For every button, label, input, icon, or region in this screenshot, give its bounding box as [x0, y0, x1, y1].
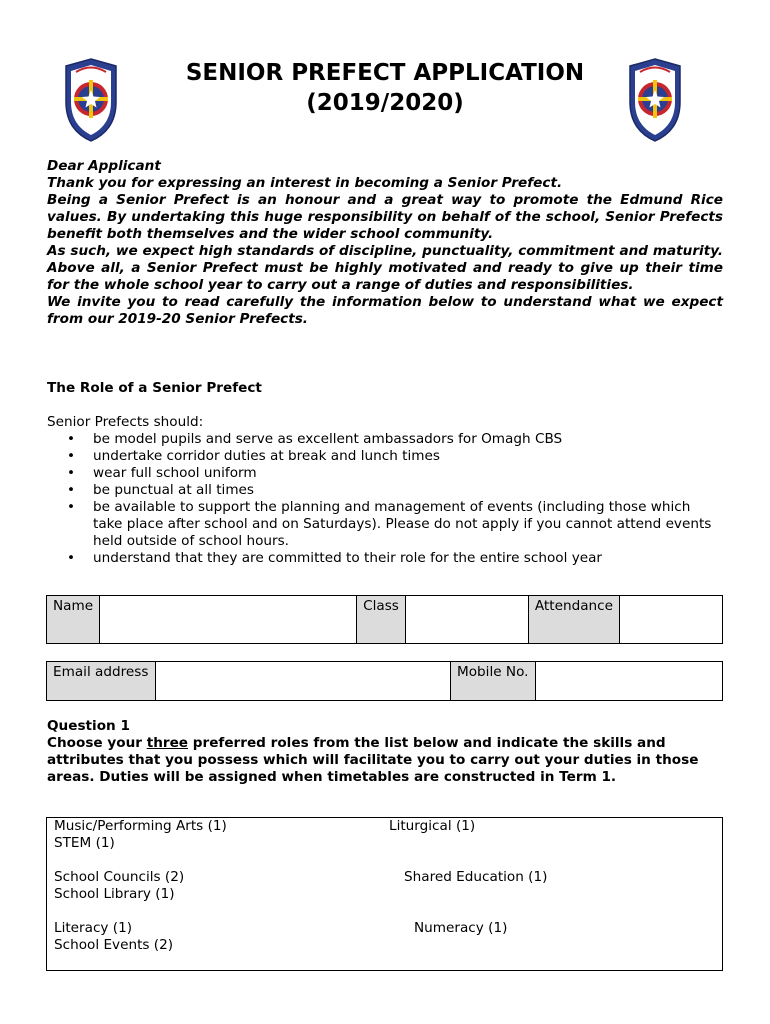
- role-numeracy: Numeracy (1): [414, 920, 508, 936]
- list-item: • be available to support the planning and management of events (including those which take place after school and on Saturdays). Please do not apply if you cannot attend events held outside of school hours.: [67, 499, 712, 549]
- emphasis-three: three: [146, 735, 189, 751]
- bullet-icon: •: [67, 465, 76, 481]
- question-1-prompt: Choose your three preferred roles from the list below and indicate the skills and attributes that you possess which will facilitate you to carry out your duties in those areas. Duties will be assigned when timetables are constructed in Term 1.: [47, 735, 699, 785]
- email-field[interactable]: [156, 662, 451, 701]
- attendance-label: Attendance: [528, 596, 619, 644]
- page-title: SENIOR PREFECT APPLICATION: [185, 60, 585, 86]
- intro-invite: We invite you to read carefully the information below to understand what we expect from our 2019-20 Senior Prefects.: [47, 294, 723, 327]
- role-school-library: School Library (1): [54, 886, 175, 902]
- should-label: Senior Prefects should:: [47, 414, 204, 430]
- name-field[interactable]: [100, 596, 357, 644]
- role-school-councils: School Councils (2): [54, 869, 185, 885]
- bullet-icon: •: [67, 482, 76, 498]
- role-literacy: Literacy (1): [54, 920, 133, 936]
- class-label: Class: [357, 596, 406, 644]
- role-school-events: School Events (2): [54, 937, 174, 953]
- question-1-heading: Question 1: [47, 718, 130, 734]
- role-bullet-list: [47, 431, 723, 567]
- intro-salutation: Dear Applicant: [47, 158, 161, 174]
- class-field[interactable]: [405, 596, 528, 644]
- role-stem: STEM (1): [54, 835, 115, 851]
- question-1: [47, 718, 723, 786]
- email-label: Email address: [47, 662, 156, 701]
- role-music: Music/Performing Arts (1): [54, 818, 227, 834]
- roles-list-box: [46, 817, 723, 971]
- bullet-icon: •: [67, 499, 76, 515]
- applicant-details-table: [46, 595, 723, 644]
- role-shared-education: Shared Education (1): [404, 869, 548, 885]
- intro-thanks: Thank you for expressing an interest in becoming a Senior Prefect.: [47, 175, 563, 191]
- contact-details-table: [46, 661, 723, 701]
- role-liturgical: Liturgical (1): [389, 818, 476, 834]
- mobile-field[interactable]: [536, 662, 723, 701]
- name-label: Name: [47, 596, 100, 644]
- intro-honour: Being a Senior Prefect is an honour and a great way to promote the Edmund Rice values. By undertaking this huge responsibility on behalf of the school, Senior Prefects benefit both themselves and the wider school community.: [47, 192, 723, 242]
- attendance-field[interactable]: [620, 596, 723, 644]
- intro-letter: [47, 158, 723, 328]
- bullet-icon: •: [67, 431, 76, 447]
- bullet-icon: •: [67, 550, 76, 566]
- page-subtitle-year: (2019/2020): [306, 90, 464, 116]
- list-item: • understand that they are committed to their role for the entire school year: [67, 550, 603, 566]
- mobile-label: Mobile No.: [451, 662, 536, 701]
- list-item: • be punctual at all times: [67, 482, 255, 498]
- role-heading: The Role of a Senior Prefect: [47, 380, 262, 396]
- list-item: • undertake corridor duties at break and lunch times: [67, 448, 440, 464]
- intro-standards: As such, we expect high standards of discipline, punctuality, commitment and maturity. Above all, a Senior Prefect must be highly motivated and ready to give up their time for the whole school year to carry out a range of duties and responsibilities.: [47, 243, 723, 293]
- list-item: • wear full school uniform: [67, 465, 257, 481]
- bullet-icon: •: [67, 448, 76, 464]
- list-item: • be model pupils and serve as excellent ambassadors for Omagh CBS: [67, 431, 563, 447]
